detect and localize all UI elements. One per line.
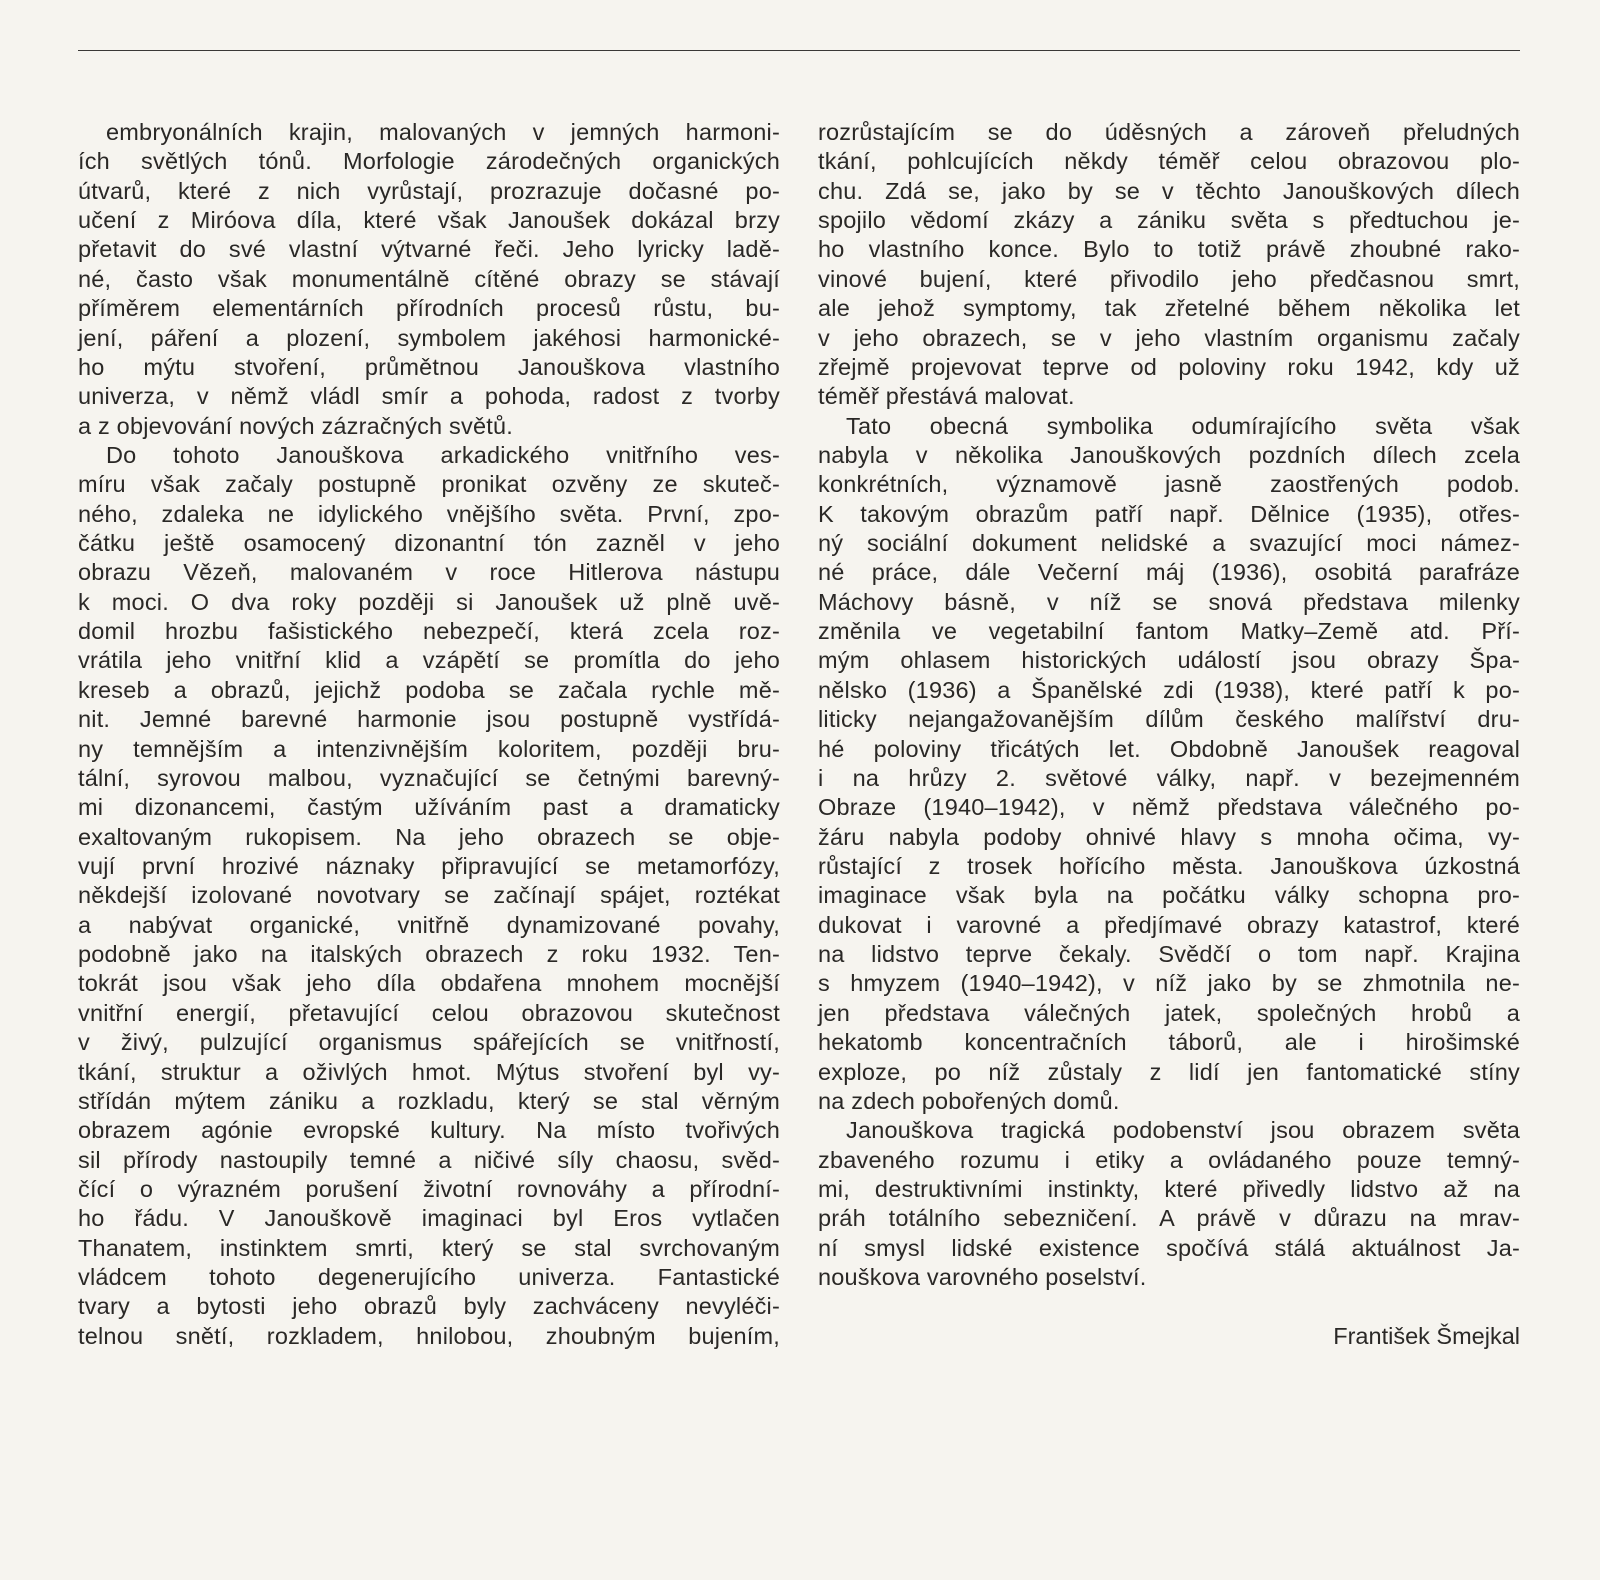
text-line: práh totálního sebezničení. A právě v důrazu na mrav- xyxy=(818,1205,1520,1232)
text-line: hé poloviny třicátých let. Obdobně Janoušek reagoval xyxy=(818,735,1520,762)
paragraph xyxy=(818,412,1520,1117)
text-line: na zdech pobořených domů. xyxy=(818,1087,1120,1114)
text-line: žáru nabyla podoby ohnivé hlavy s mnoha očima, vy- xyxy=(818,823,1520,850)
text-line: chu. Zdá se, jako by se v těchto Janouškových dílech xyxy=(818,177,1520,204)
paragraph xyxy=(78,441,780,1351)
text-line: podobně jako na italských obrazech z roku 1932. Ten- xyxy=(78,941,780,968)
text-line: obrazem agónie evropské kultury. Na místo tvořivých xyxy=(78,1117,780,1144)
text-line: Thanatem, instinktem smrti, který se stal svrchovaným xyxy=(78,1234,780,1261)
text-line: Máchovy básně, v níž se snová představa milenky xyxy=(818,588,1520,615)
text-line: k moci. O dva roky později si Janoušek už plně uvě- xyxy=(78,588,780,615)
text-line: ného, zdaleka ne idylického vnějšího světa. První, zpo- xyxy=(78,500,780,527)
text-line: kreseb a obrazů, jejichž podoba se začala rychle mě- xyxy=(78,676,780,703)
text-line: dukovat i varovné a předjímavé obrazy katastrof, které xyxy=(818,911,1520,938)
text-line: mi dizonancemi, častým užíváním past a dramaticky xyxy=(78,794,780,821)
text-line: Do tohoto Janouškova arkadického vnitřního ves- xyxy=(106,441,780,468)
text-line: a z objevování nových zázračných světů. xyxy=(78,412,513,439)
text-line: ho mýtu stvoření, průmětnou Janouškova vlastního xyxy=(78,353,780,380)
text-line: ny temnějším a intenzivnějším koloritem, později bru- xyxy=(78,735,780,762)
text-line: obrazu Vězeň, malovaném v roce Hitlerova nástupu xyxy=(78,559,780,586)
top-rule xyxy=(78,50,1520,51)
text-line: jení, páření a plození, symbolem jakéhosi harmonické- xyxy=(78,324,780,351)
text-line: ích světlých tónů. Morfologie zárodečných organických xyxy=(78,148,780,175)
text-line: přetavit do své vlastní výtvarné řeči. Jeho lyricky ladě- xyxy=(78,236,780,263)
text-line: hekatomb koncentračních táborů, ale i hirošimské xyxy=(818,1029,1520,1056)
text-line: zřejmě projevovat teprve od poloviny roku 1942, kdy už xyxy=(818,353,1520,380)
text-line: míru však začaly postupně pronikat ozvěny ze skuteč- xyxy=(78,471,780,498)
text-line: telnou snětí, rozkladem, hnilobou, zhoubným bujením, xyxy=(78,1322,780,1349)
text-line: čící o výrazném porušení životní rovnováhy a přírodní- xyxy=(78,1175,780,1202)
text-line: tkání, struktur a oživlých hmot. Mýtus stvoření byl vy- xyxy=(78,1058,780,1085)
text-line: čátku ještě osamocený dizonantní tón zazněl v jeho xyxy=(78,530,780,557)
text-line: růstající z trosek hořícího města. Janouškova úzkostná xyxy=(818,852,1520,879)
text-line: nouškova varovného poselství. xyxy=(818,1264,1147,1291)
text-line: Janouškova tragická podobenství jsou obrazem světa xyxy=(846,1117,1520,1144)
text-line: vládcem tohoto degenerujícího univerza. Fantastické xyxy=(78,1264,780,1291)
text-line: i na hrůzy 2. světové války, např. v bezejmenném xyxy=(818,764,1520,791)
text-line: ho řádu. V Janouškově imaginaci byl Eros vytlačen xyxy=(78,1205,780,1232)
text-line: tvary a bytosti jeho obrazů byly zachváceny nevyléči- xyxy=(78,1293,780,1320)
text-line: mým ohlasem historických událostí jsou obrazy Špa- xyxy=(818,647,1520,674)
text-line: né práce, dále Večerní máj (1936), osobitá parafráze xyxy=(818,559,1520,586)
text-line: a nabývat organické, vnitřně dynamizované povahy, xyxy=(78,911,780,938)
text-line: vnitřní energií, přetavující celou obrazovou skutečnost xyxy=(78,999,780,1026)
text-line: jen představa válečných jatek, společných hrobů a xyxy=(818,999,1520,1026)
text-line: tkání, pohlcujících někdy téměř celou obrazovou plo- xyxy=(818,148,1520,175)
text-line: sil přírody nastoupily temné a ničivé síly chaosu, svěd- xyxy=(78,1146,780,1173)
paragraph xyxy=(818,118,1520,412)
text-line: ho vlastního konce. Bylo to totiž právě zhoubné rako- xyxy=(818,236,1520,263)
text-line: imaginace však byla na počátku války schopna pro- xyxy=(818,882,1520,909)
text-line: tokrát jsou však jeho díla obdařena mnohem mocnější xyxy=(78,970,780,997)
text-line: zbaveného rozumu i etiky a ovládaného pouze temný- xyxy=(818,1146,1520,1173)
text-line: ní smysl lidské existence spočívá stálá aktuálnost Ja- xyxy=(818,1234,1520,1261)
text-line: změnila ve vegetabilní fantom Matky–Země atd. Pří- xyxy=(818,618,1520,645)
text-line: spojilo vědomí zkázy a zániku světa s předtuchou je- xyxy=(818,207,1520,234)
text-line: vrátila jeho vnitřní klid a vzápětí se promítla do jeho xyxy=(78,647,780,674)
text-line: domil hrozbu fašistického nebezpečí, která zcela roz- xyxy=(78,618,780,645)
text-line: v živý, pulzující organismus spářejících se vnitřností, xyxy=(78,1029,780,1056)
text-line: s hmyzem (1940–1942), v níž jako by se zhmotnila ne- xyxy=(818,970,1520,997)
text-line: učení z Miróova díla, které však Janoušek dokázal brzy xyxy=(78,207,780,234)
text-line: na lidstvo teprve čekaly. Svědčí o tom např. Krajina xyxy=(818,941,1520,968)
text-line: Obraze (1940–1942), v němž představa válečného po- xyxy=(818,794,1520,821)
text-line: konkrétních, významově jasně zaostřených podob. xyxy=(818,471,1520,498)
text-line: exploze, po níž zůstaly z lidí jen fantomatické stíny xyxy=(818,1058,1520,1085)
text-line: vují první hrozivé náznaky připravující se metamorfózy, xyxy=(78,852,780,879)
text-line: né, často však monumentálně cítěné obrazy se stávají xyxy=(78,265,780,292)
text-line: embryonálních krajin, malovaných v jemných harmoni- xyxy=(106,119,780,145)
text-line: K takovým obrazům patří např. Dělnice (1935), otřes- xyxy=(818,500,1520,527)
author-signature: František Šmejkal xyxy=(1333,1323,1520,1349)
text-line: útvarů, které z nich vyrůstají, prozrazuje dočasné po- xyxy=(78,177,780,204)
text-line: rozrůstajícím se do úděsných a zároveň přeludných xyxy=(818,119,1520,145)
right-column xyxy=(818,118,1520,1292)
text-line: nit. Jemné barevné harmonie jsou postupně vystřídá- xyxy=(78,706,780,733)
text-line: mi, destruktivními instinkty, které přivedly lidstvo až na xyxy=(818,1175,1520,1202)
paragraph xyxy=(818,1116,1520,1292)
text-line: nabyla v několika Janouškových pozdních dílech zcela xyxy=(818,441,1520,468)
text-line: střídán mýtem zániku a rozkladu, který se stal věrným xyxy=(78,1087,780,1114)
text-line: příměrem elementárních přírodních procesů růstu, bu- xyxy=(78,295,780,322)
text-line: univerza, v němž vládl smír a pohoda, radost z tvorby xyxy=(78,383,780,410)
text-line: vinové bujení, které přivodilo jeho předčasnou smrt, xyxy=(818,265,1520,292)
text-line: někdejší izolované novotvary se začínají spájet, roztékat xyxy=(78,882,780,909)
text-line: tální, syrovou malbou, vyznačující se četnými barevný- xyxy=(78,764,780,791)
text-line: téměř přestává malovat. xyxy=(818,383,1075,410)
text-line: Tato obecná symbolika odumírajícího světa však xyxy=(846,412,1520,439)
text-line: nělsko (1936) a Španělské zdi (1938), které patří k po- xyxy=(818,676,1520,703)
left-column xyxy=(78,118,780,1351)
paragraph xyxy=(78,118,780,441)
text-line: ný sociální dokument nelidské a svazující moci námez- xyxy=(818,530,1520,557)
text-line: ale jehož symptomy, tak zřetelné během několika let xyxy=(818,295,1520,322)
text-line: v jeho obrazech, se v jeho vlastním organismu začaly xyxy=(818,324,1520,351)
text-line: liticky nejangažovanějším dílům českého malířství dru- xyxy=(818,706,1520,733)
text-line: exaltovaným rukopisem. Na jeho obrazech se obje- xyxy=(78,823,780,850)
